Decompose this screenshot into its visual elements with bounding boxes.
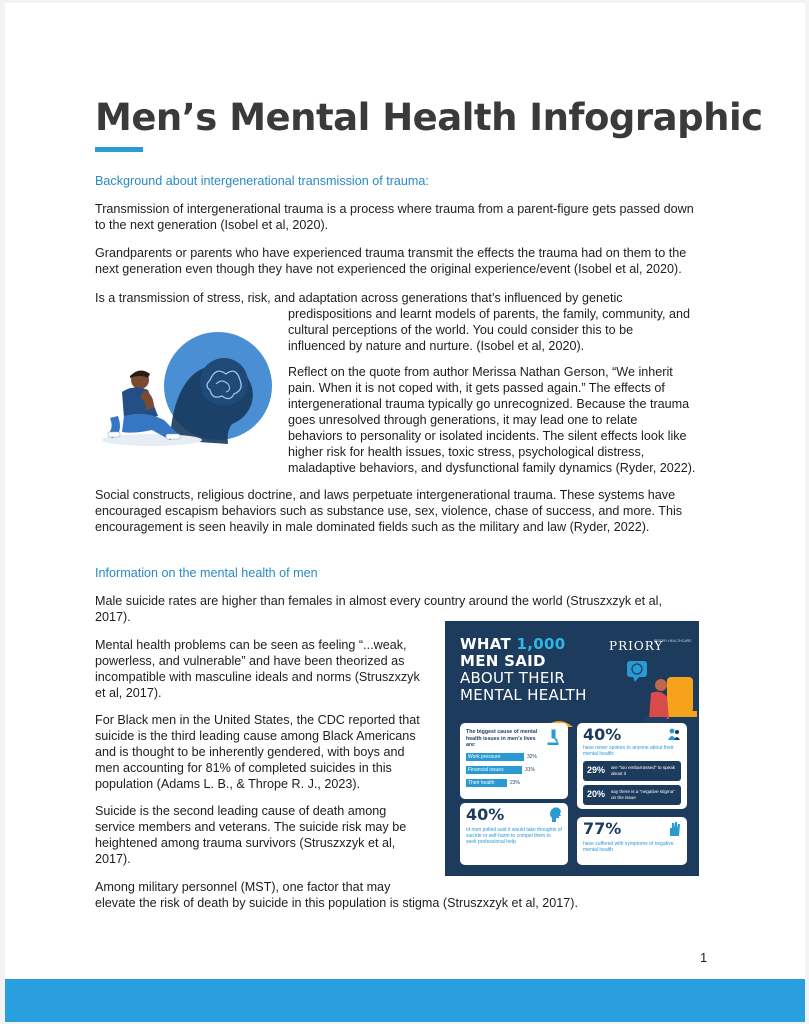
title-underline [95,147,143,152]
man-head-in-hands-brain-shadow-icon [100,332,275,450]
stat-too-embarrassed: 29% are “too embarrassed” to speak about it [583,761,681,781]
footer-bar [5,979,805,1022]
hand-icon [667,821,681,837]
paragraph-adaptation: predispositions and learnt models of parents, the family, community, and cultural perceptions of the world. You could consider this to be influenced by nature and nurture. (Isobel et al, 2020). [288,307,691,353]
paragraph-grandparents: Grandparents or parents who have experienced trauma transmit the effects the trauma had on them to the next generation even though they have not experienced the original experience/event (Isobel et al, 2020). [95,246,687,276]
page-number: 1 [700,950,708,965]
stat-negative-stigma: 20% say there is a “negative stigma” on the issue [583,785,681,805]
section-heading-mental-health: Information on the mental health of men [95,566,318,580]
paragraph-suicide-rates: Male suicide rates are higher than females in almost every country around the world (Struszxzyk et al, 2017). [95,594,662,624]
paragraph-quote: Reflect on the quote from author Merissa Nathan Gerson, “We inherit pain. When it is not coped with, it gets passed again.” The effects of intergenerational trauma typically go unrecognized. Because the trauma goes unresolved through generations, it may lead one to relate behaviors to personality or isolated incidents. The silent effects look like higher risk for health issues, toxic stress, psychological distress, maladaptive behaviors, and dysfunctional family dynamics (Ryder, 2022). [288,365,696,475]
card-never-spoken: 40% have never spoken to anyone about their mental health: 29% are “too embarrassed” to speak about it 20% say there is a “negative stigma” on the issue [577,723,687,809]
card-biggest-causes: The biggest cause of mental health issues in men’s lives are: Work pressure 32% Financial issues 31% Their health 23% [460,723,568,799]
people-icon [667,727,681,741]
card-self-harm: 40% of men polled said it would take thoughts of suicide or self-harm to compel them to seek professional help [460,803,568,865]
paragraph-social-constructs: Social constructs, religious doctrine, and laws perpetuate intergenerational trauma. These systems have encouraged escapism behaviors such as substance use, sex, violence, chase of success, and more. This encouragement is seen heavily in male dominated fields such as the military and law (Ryder, 2022). [95,488,683,534]
paragraph-service-members: Suicide is the second leading cause of death among service members and veterans. The suicide risk may be heightened among trauma survivors (Struszxzyk et al, 2017). [95,804,407,866]
paragraph-cdc: For Black men in the United States, the CDC reported that suicide is the third leading cause among Black Americans and is thought to be inherently gendered, with boys and men accounting for 81% of completed suicides in this population (Adams L. B., & Thrope R. J., 2023). [95,713,420,791]
section-heading-background: Background about intergenerational transmission of trauma: [95,174,429,188]
paragraph-masculine-ideals: Mental health problems can be seen as feeling “...weak, powerless, and vulnerable” and have been theorized as incompatible with masculine ideals and norms (Struszxzyk et al, 2017). [95,638,420,700]
priory-logo: PRIORY PRIORY HEALTHCARE [609,639,692,653]
infographic-panel [445,621,699,876]
paragraph-military-stigma: Among military personnel (MST), one factor that may elevate the risk of death by suicide in this population is stigma (Struszxzyk et al, 2017). [95,880,579,910]
head-profile-icon [548,807,562,823]
infographic-title: WHAT 1,000 MEN SAID ABOUT THEIR MENTAL HEALTH [460,635,587,704]
microscope-icon [546,729,560,745]
card-symptoms: 77% have suffered with symptoms of negative mental health [577,817,687,865]
page-title: Men’s Mental Health Infographic [95,96,763,139]
paragraph-transmission: Transmission of intergenerational trauma is a process where trauma from a parent-figure gets passed down to the next generation (Isobel et al, 2020). [95,202,694,232]
paragraph-adaptation-lead: Is a transmission of stress, risk, and adaptation across generations that’s influenced by genetic [95,291,623,305]
